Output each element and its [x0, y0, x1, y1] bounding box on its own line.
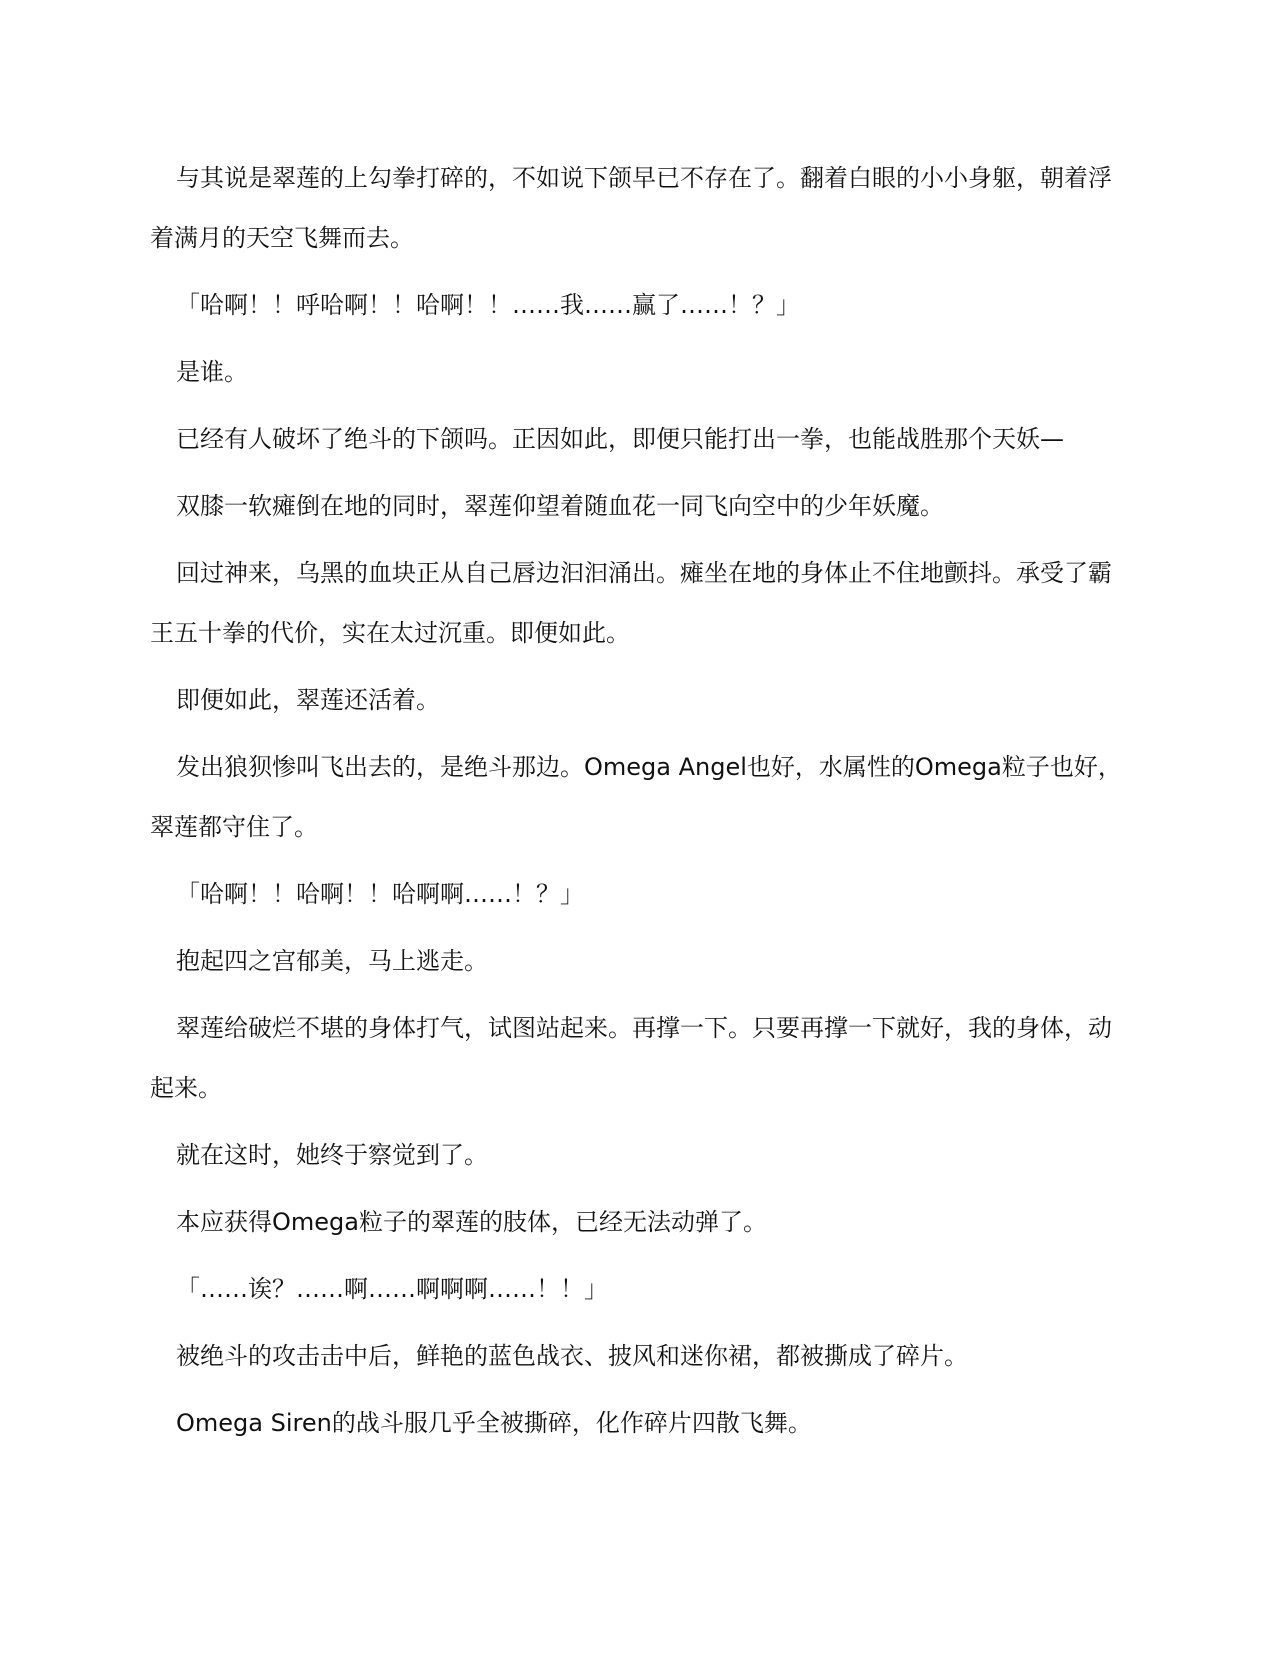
paragraph: 是谁。 [176, 358, 248, 386]
paragraph: 「……诶？……啊……啊啊啊……！！」 [176, 1275, 608, 1303]
paragraph: Omega Siren的战斗服几乎全被撕碎，化作碎片四散飞舞。 [176, 1409, 812, 1437]
paragraph: 「哈啊！！哈啊！！哈啊啊……！？」 [176, 880, 584, 908]
paragraph: 本应获得Omega粒子的翠莲的肢体，已经无法动弹了。 [176, 1208, 767, 1236]
paragraph: 回过神来，乌黑的血块正从自己唇边汩汩涌出。瘫坐在地的身体止不住地颤抖。承受了霸王五十拳的代价，实在太过沉重。即便如此。 [150, 559, 1112, 647]
paragraph: 翠莲给破烂不堪的身体打气，试图站起来。再撑一下。只要再撑一下就好，我的身体，动起来。 [150, 1014, 1112, 1102]
paragraph: 抱起四之宫郁美，马上逃走。 [176, 947, 488, 975]
paragraph: 与其说是翠莲的上勾拳打碎的，不如说下颌早已不存在了。翻着白眼的小小身躯，朝着浮着满月的天空飞舞而去。 [150, 164, 1112, 252]
document-body [150, 148, 1130, 1460]
paragraph: 被绝斗的攻击击中后，鲜艳的蓝色战衣、披风和迷你裙，都被撕成了碎片。 [176, 1342, 968, 1370]
paragraph: 就在这时，她终于察觉到了。 [176, 1141, 488, 1169]
paragraph: 已经有人破坏了绝斗的下颌吗。正因如此，即便只能打出一拳，也能战胜那个天妖— [176, 425, 1064, 453]
paragraph: 「哈啊！！呼哈啊！！哈啊！！……我……赢了……！？」 [176, 291, 800, 319]
paragraph: 双膝一软瘫倒在地的同时，翠莲仰望着随血花一同飞向空中的少年妖魔。 [176, 492, 944, 520]
paragraph: 发出狼狈惨叫飞出去的，是绝斗那边。Omega Angel也好，水属性的Omega粒子也好，翠莲都守住了。 [150, 753, 1122, 841]
paragraph: 即便如此，翠莲还活着。 [176, 686, 440, 714]
